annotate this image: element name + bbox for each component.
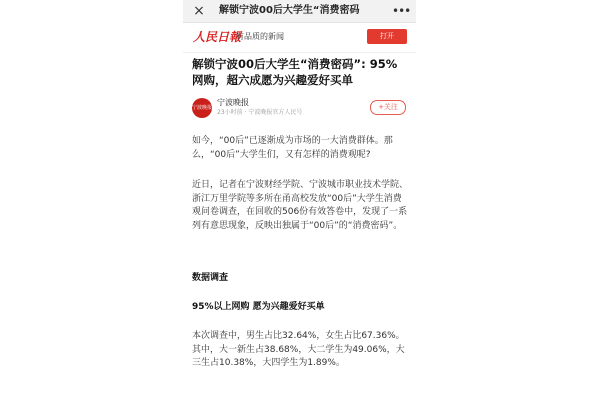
article-paragraph: 近日，记者在宁波财经学院、宁波城市职业技术学院、浙江万里学院等多所在甬高校发放“00后”大学生消费观问卷调查，在回收的506份有效答卷中，发现了一系列有意思现象，反映出独属于“00后”的“消费密码”。	[192, 180, 409, 231]
section-subheading: 95%以上网购 愿为兴趣爱好买单	[192, 302, 325, 312]
author-meta: 23小时前 · 宁波晚报官方人民号	[217, 109, 303, 116]
header-slogan: 有品质的新闻	[236, 32, 284, 41]
browser-topbar	[183, 0, 416, 23]
article-title: 解锁宁波00后大学生“消费密码”: 95%网购，超六成愿为兴趣爱好买单	[192, 57, 398, 87]
page-title: 解锁宁波00后大学生“消费密码	[219, 5, 360, 16]
article-paragraph: 本次调查中，男生占比32.64%，女生占比67.36%。其中，大一新生占38.68%，大二学生为49.06%，大三生占10.38%，大四学生为1.89%。	[192, 331, 405, 369]
avatar[interactable]: 宁波晚报	[192, 98, 212, 118]
close-icon[interactable]: ×	[193, 3, 205, 19]
article-paragraph: 如今，“00后”已逐渐成为市场的一大消费群体。那么，“00后”大学生们，又有怎样的消费观呢?	[192, 136, 393, 160]
people-daily-logo: 人民日報	[193, 30, 242, 44]
follow-button[interactable]: +关注	[370, 100, 406, 115]
author-name[interactable]: 宁波晚报	[217, 98, 249, 107]
more-options-icon[interactable]: •••	[392, 4, 411, 18]
section-heading: 数据调查	[192, 273, 229, 283]
open-app-button[interactable]: 打开	[367, 29, 407, 44]
app-header	[183, 22, 416, 53]
phone-screen	[183, 0, 416, 400]
